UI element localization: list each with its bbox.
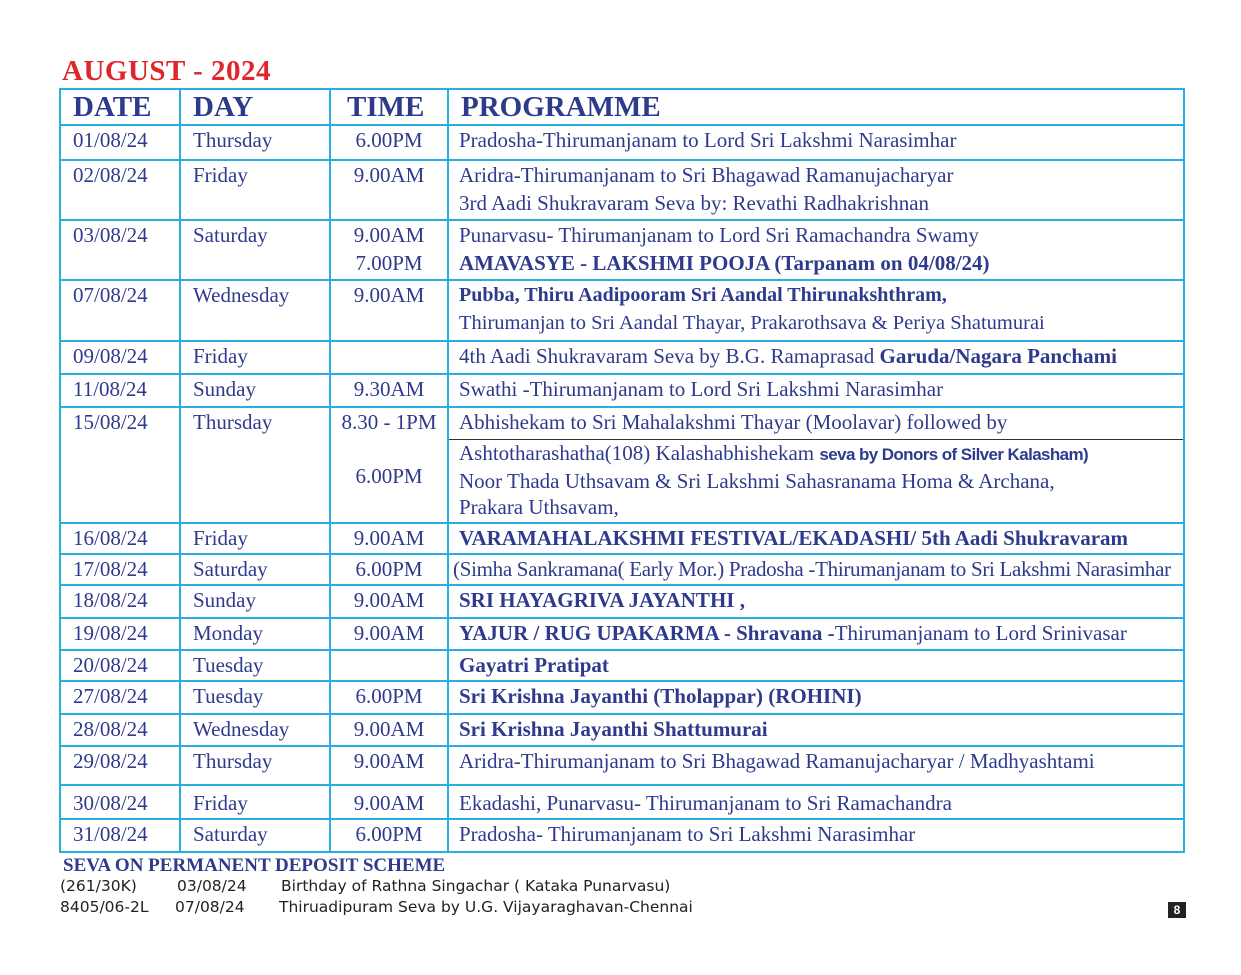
table-row [60,554,1184,585]
day-cell: Saturday [180,220,330,280]
table-row [60,125,1184,160]
table-row [60,407,1184,523]
date-cell: 17/08/24 [60,554,180,585]
programme-cell [448,220,1184,280]
date-cell: 02/08/24 [60,160,180,220]
page-number: 8 [1168,902,1186,918]
date-cell: 27/08/24 [60,681,180,714]
programme-line: AMAVASYE - LAKSHMI POOJA (Tarpanam on 04/08/24) [459,251,990,275]
time-cell: 6.00PM [330,681,448,714]
table-row [60,819,1184,852]
programme-line: Aridra-Thirumanjanam to Sri Bhagawad Ramanujacharyar [459,163,954,187]
programme-text: 4th Aadi Shukravaram Seva by B.G. Ramaprasad [459,344,875,368]
day-cell: Friday [180,160,330,220]
programme-highlight: Garuda/Nagara Panchami [879,344,1117,368]
programme-line [449,439,1183,468]
programme-highlight: seva by Donors of Silver Kalasham) [819,445,1089,464]
programme-line: Abhishekam to Sri Mahalakshmi Thayar (Moolavar) followed by [459,410,1008,434]
programme-cell: Gayatri Pratipat [448,650,1184,681]
date-cell: 30/08/24 [60,785,180,819]
time-cell: 9.00AM [330,523,448,554]
time-line: 9.00AM [353,223,425,247]
header-time: TIME [330,89,448,125]
day-cell: Thursday [180,746,330,785]
programme-cell [448,341,1184,374]
seva-date: 03/08/24 [177,877,247,895]
time-cell: 9.00AM [330,160,448,220]
seva-text: Birthday of Rathna Singachar ( Kataka Punarvasu) [281,877,671,895]
time-cell [330,220,448,280]
day-cell: Wednesday [180,280,330,341]
time-cell: 6.00PM [330,125,448,160]
time-cell [330,407,448,523]
date-cell: 29/08/24 [60,746,180,785]
programme-cell: (Simha Sankramana( Early Mor.) Pradosha -Thirumanjanam to Sri Lakshmi Narasimhar [448,554,1184,585]
table-row [60,280,1184,341]
programme-cell: Sri Krishna Jayanthi (Tholappar) (ROHINI) [448,681,1184,714]
table-row [60,618,1184,650]
time-cell: 9.00AM [330,785,448,819]
programme-line: Punarvasu- Thirumanjanam to Lord Sri Ramachandra Swamy [459,223,979,247]
programme-cell [448,280,1184,341]
programme-text: Thirumanjanam to Lord Srinivasar [834,621,1127,645]
programme-cell: Sri Krishna Jayanthi Shattumurai [448,714,1184,746]
day-cell: Saturday [180,819,330,852]
day-cell: Friday [180,523,330,554]
programme-cell: Swathi -Thirumanjanam to Lord Sri Lakshmi Narasimhar [448,374,1184,407]
date-cell: 19/08/24 [60,618,180,650]
time-cell: 9.00AM [330,618,448,650]
time-cell [330,650,448,681]
seva-code: (261/30K) [60,877,137,895]
programme-line: Prakara Uthsavam, [459,495,619,519]
table-row [60,785,1184,819]
header-row [60,89,1184,125]
programme-text: Ashtotharashatha(108) Kalashabhishekam [459,441,815,465]
day-cell: Friday [180,341,330,374]
programme-line: Pubba, Thiru Aadipooram Sri Aandal Thirunakshthram, [459,284,947,306]
time-cell: 6.00PM [330,554,448,585]
programme-cell: Aridra-Thirumanjanam to Sri Bhagawad Ramanujacharyar / Madhyashtami [448,746,1184,785]
programme-cell: Pradosha- Thirumanjanam to Sri Lakshmi Narasimhar [448,819,1184,852]
day-cell: Tuesday [180,650,330,681]
day-cell: Saturday [180,554,330,585]
date-cell: 31/08/24 [60,819,180,852]
time-cell: 9.30AM [330,374,448,407]
day-cell: Wednesday [180,714,330,746]
programme-line: Noor Thada Uthsavam & Sri Lakshmi Sahasranama Homa & Archana, [459,469,1055,493]
programme-highlight: YAJUR / RUG UPAKARMA - Shravana - [459,621,835,645]
table-row [60,746,1184,785]
time-cell: 9.00AM [330,746,448,785]
date-cell: 07/08/24 [60,280,180,341]
date-cell: 09/08/24 [60,341,180,374]
programme-cell: Ekadashi, Punarvasu- Thirumanjanam to Sri Ramachandra [448,785,1184,819]
day-cell: Friday [180,785,330,819]
programme-cell: VARAMAHALAKSHMI FESTIVAL/EKADASHI/ 5th Aadi Shukravaram [448,523,1184,554]
table-row [60,220,1184,280]
date-cell: 11/08/24 [60,374,180,407]
time-line: 8.30 - 1PM [341,410,437,434]
programme-cell: SRI HAYAGRIVA JAYANTHI , [448,585,1184,618]
programme-cell [448,407,1184,523]
table-row [60,714,1184,746]
table-row [60,523,1184,554]
date-cell: 15/08/24 [60,407,180,523]
seva-text: Thiruadipuram Seva by U.G. Vijayaraghavan-Chennai [279,898,693,916]
date-cell: 28/08/24 [60,714,180,746]
table-row [60,681,1184,714]
day-cell: Tuesday [180,681,330,714]
programme-cell [448,160,1184,220]
seva-date: 07/08/24 [175,898,245,916]
table-row [60,341,1184,374]
page-title: AUGUST - 2024 [62,55,271,87]
day-cell: Thursday [180,125,330,160]
date-cell: 03/08/24 [60,220,180,280]
seva-heading: SEVA ON PERMANENT DEPOSIT SCHEME [63,855,446,876]
table-row [60,374,1184,407]
programme-line: 3rd Aadi Shukravaram Seva by: Revathi Radhakrishnan [459,191,930,215]
date-cell: 01/08/24 [60,125,180,160]
header-programme: PROGRAMME [448,89,1184,125]
day-cell: Sunday [180,374,330,407]
table-row [60,585,1184,618]
programme-line: Thirumanjan to Sri Aandal Thayar, Prakarothsava & Periya Shatumurai [459,312,1045,334]
table-row [60,650,1184,681]
time-cell: 9.00AM [330,280,448,341]
time-cell: 9.00AM [330,585,448,618]
date-cell: 18/08/24 [60,585,180,618]
date-cell: 20/08/24 [60,650,180,681]
schedule-table [59,88,1185,853]
seva-code: 8405/06-2L [60,898,149,916]
time-line: 7.00PM [355,251,423,275]
time-cell: 6.00PM [330,819,448,852]
time-line: 6.00PM [355,464,423,488]
date-cell: 16/08/24 [60,523,180,554]
day-cell: Thursday [180,407,330,523]
time-cell [330,341,448,374]
programme-cell: Pradosha-Thirumanjanam to Lord Sri Lakshmi Narasimhar [448,125,1184,160]
header-day: DAY [180,89,330,125]
day-cell: Monday [180,618,330,650]
time-cell: 9.00AM [330,714,448,746]
programme-cell [448,618,1184,650]
header-date: DATE [60,89,180,125]
day-cell: Sunday [180,585,330,618]
table-row [60,160,1184,220]
